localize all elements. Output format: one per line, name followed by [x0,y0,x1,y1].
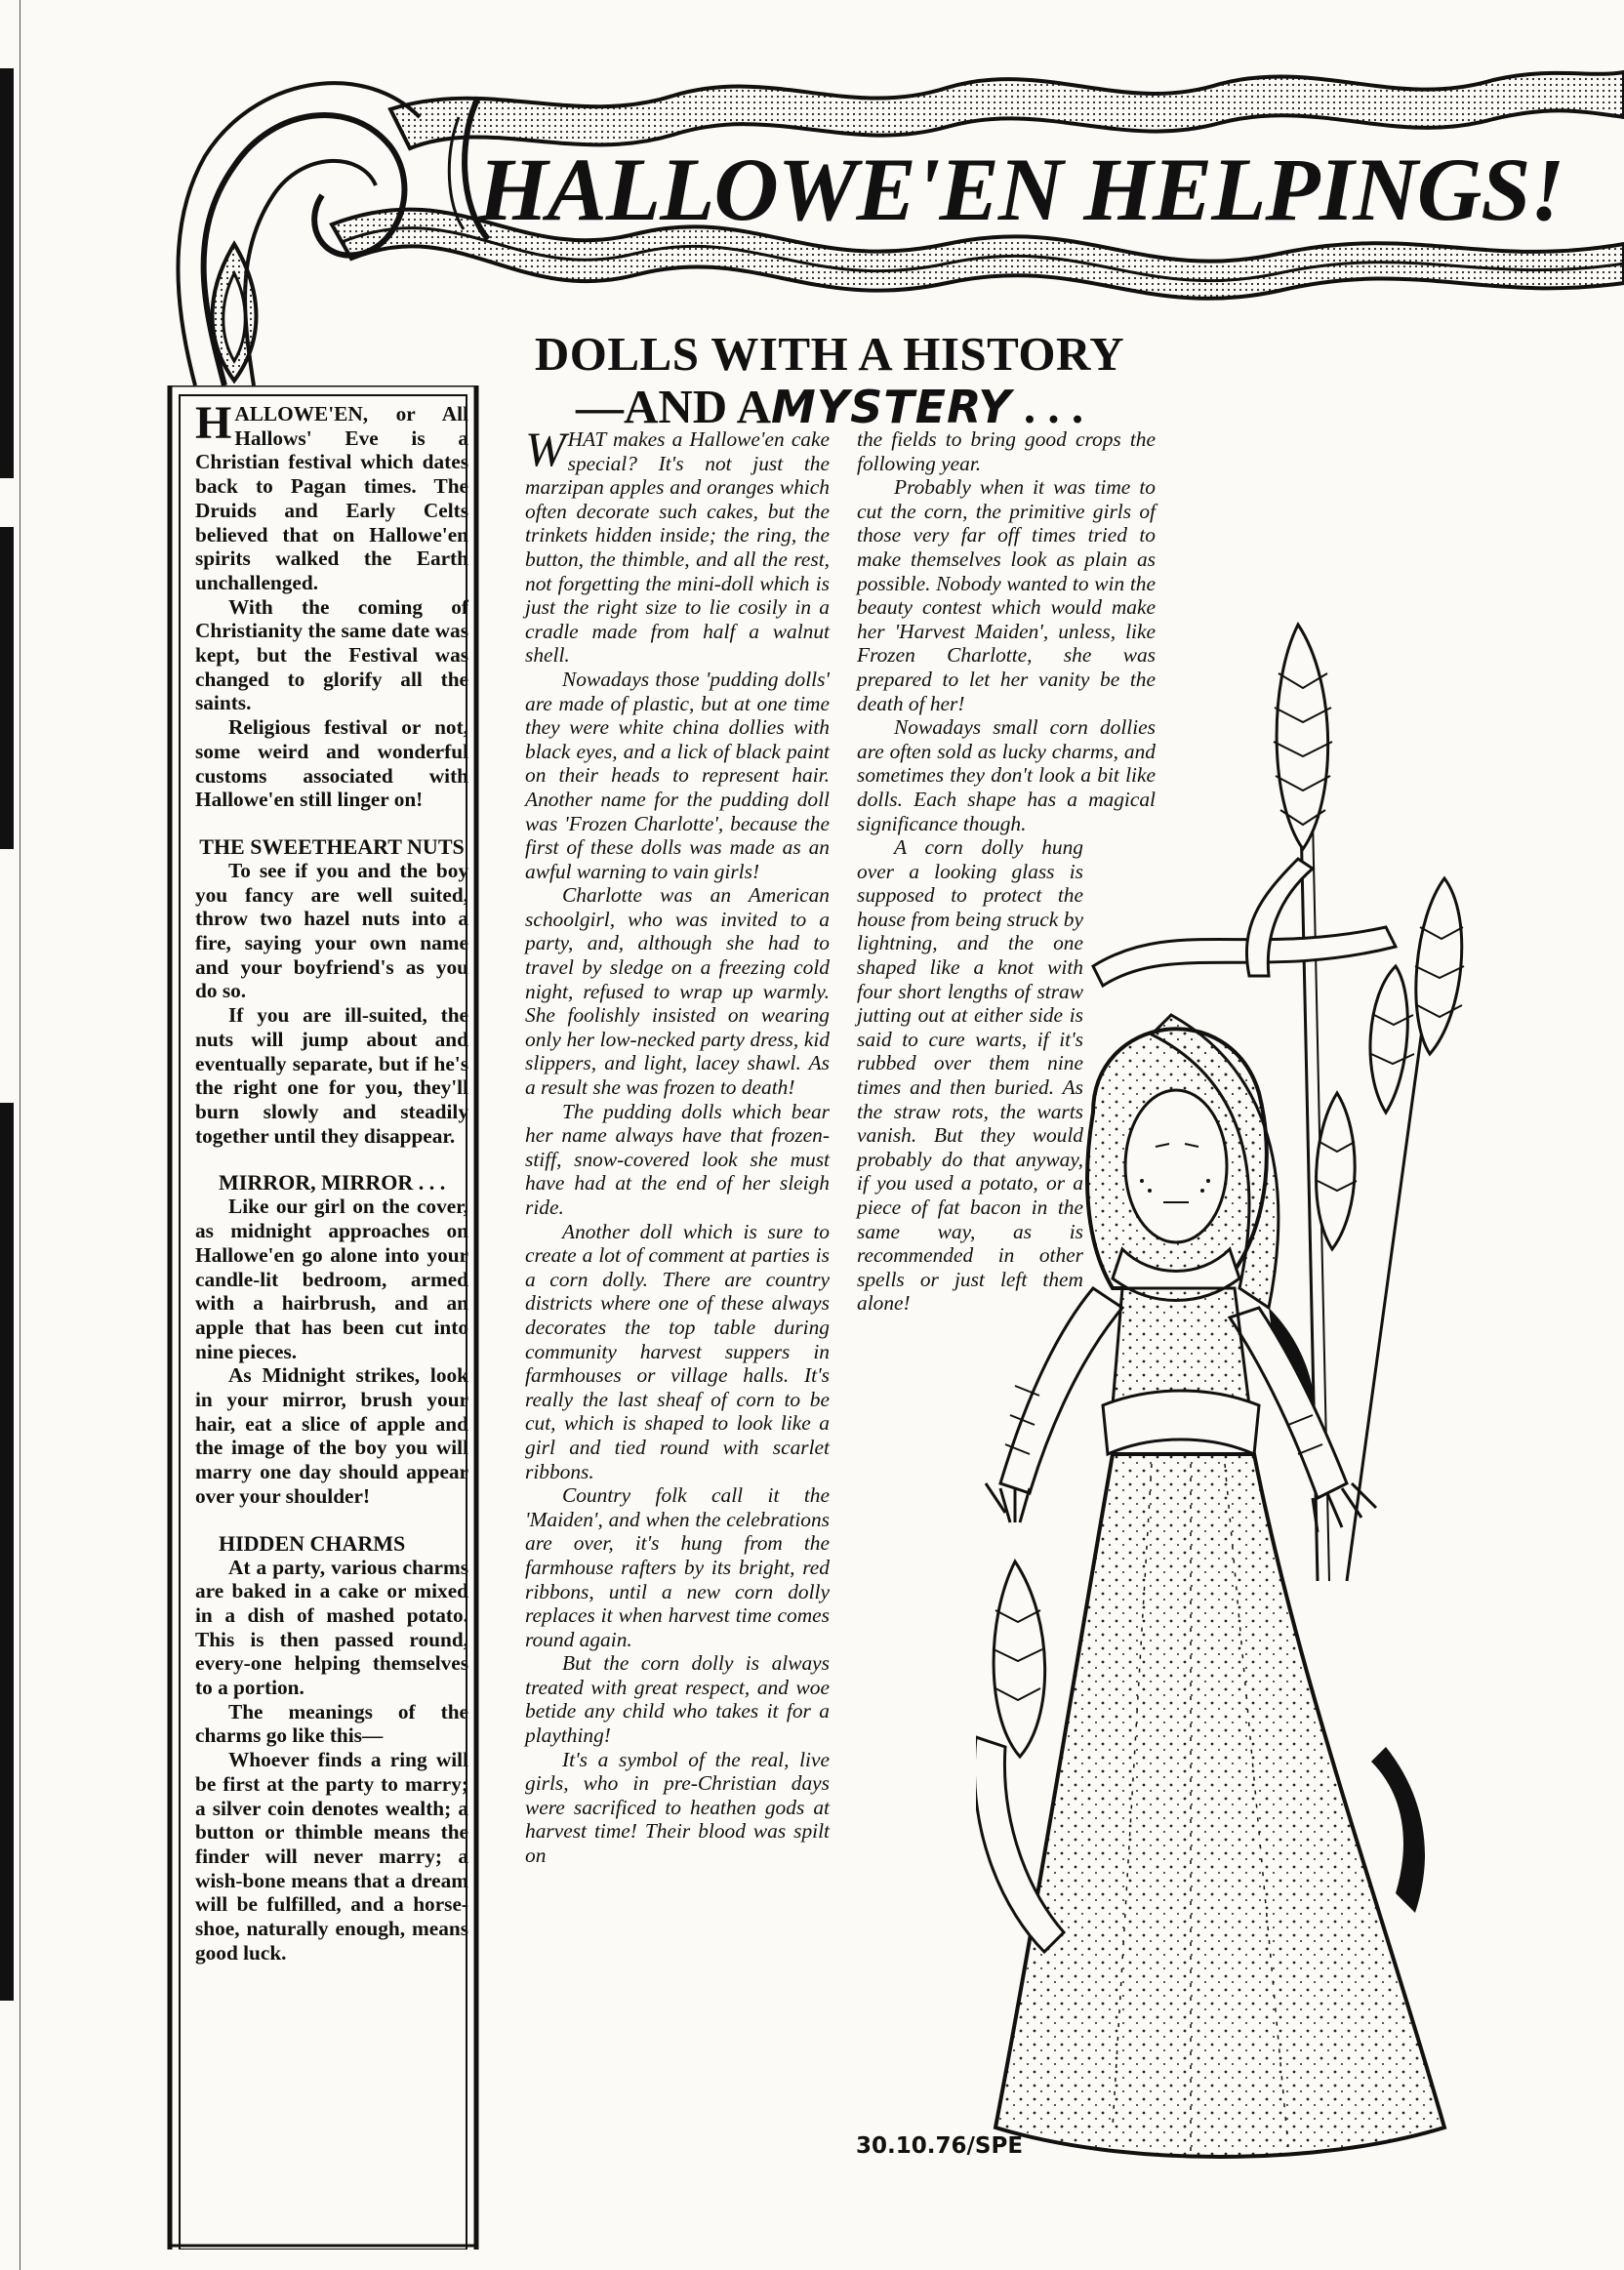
sidebar-paragraph: To see if you and the boy you fancy are well suited, throw two hazel nuts into a fire, saying your own name and your boyfriend's as you do so. [195,858,468,1003]
article-paragraph: A corn dolly hung over a looking glass is supposed to protect the house from being struck by lightning, and the one shaped like a knot with four short lengths of straw jutting out at either side is said to cure warts, if it's rubbed over them nine times and then buried. As the straw rots, the warts vanish. But they would probably do that anyway, if you used a potato, or a piece of fat bacon in the same way, as is recommended in other spells or just left them alone! [857,835,1083,1316]
sidebar-paragraph: If you are ill-suited, the nuts will jump about and eventually separate, but if he's the right one for you, they'll burn slowly and steadily together until they disappear. [195,1003,468,1148]
article-paragraph: WHAT makes a Hallowe'en cake special? It's not just the marzipan apples and oranges which often decorate such cakes, but the trinkets hidden inside; the ring, the button, the thimble, and all the rest, not forgetting the mini-doll which is just the right size to lie cosily in a cradle made from half a walnut shell. [525,422,830,668]
scan-edge-mark [0,68,14,478]
article-paragraph: But the corn dolly is always treated with great respect, and woe betide any child who takes it for a plaything! [525,1651,830,1748]
article-paragraph: the fields to bring good crops the following year. [857,427,1156,475]
sidebar-paragraph: Whoever finds a ring will be first at the party to marry; a silver coin denotes wealth; a button or thimble means the finder will never marry; a wish-bone means that a dream will be fulfilled, and a horse-shoe, naturally enough, means good luck. [195,1748,468,1965]
article-paragraph: The pudding dolls which bear her name always have that frozen-stiff, snow-covered look she must have had at the end of her sleigh ride. [525,1099,830,1219]
article-paragraph: It's a symbol of the real, live girls, who in pre-Christian days were sacrificed to heathen gods at harvest time! Their blood was spilt on [525,1747,830,1868]
sidebar-paragraph: At a party, various charms are baked in a cake or mixed in a dish of mashed potato. This is then passed round, every-one helping themselves to a portion. [195,1555,468,1700]
article-paragraph: Country folk call it the 'Maiden', and when the celebrations are over, it's hung from the farmhouse rafters by its bright, red ribbons, until a new corn dolly replaces it when harvest time comes round again. [525,1483,830,1651]
headline-line-1: DOLLS WITH A HISTORY [534,327,1125,381]
scan-edge-mark [0,1103,14,2001]
sidebar-paragraph: Like our girl on the cover, as midnight approaches on Hallowe'en go alone into your candle-lit bedroom, armed with a hairbrush, and an apple that has been cut into nine pieces. [195,1195,468,1363]
article-paragraph: Probably when it was time to cut the corn, the primitive girls of those very far off times tried to make themselves look as plain as possible. Nobody wanted to win the beauty contest which would make her 'Harvest Maiden', unless, like Frozen Charlotte, she was prepared to let her vanity be the death of her! [857,475,1156,715]
article-paragraph: Nowadays those 'pudding dolls' are made of plastic, but at one time they were white china dollies with black eyes, and a lick of black paint on their heads to represent hair. Another name for the pudding doll was 'Frozen Charlotte', because the first of these dolls was made as an awful warning to vain girls! [525,667,830,883]
sidebar-paragraph: With the coming of Christianity the same date was kept, but the Festival was changed to glorify all the saints. [195,594,468,715]
sidebar-paragraph: Religious festival or not, some weird and wonderful customs associated with Hallowe'en still linger on! [195,715,468,812]
corn-dolly-illustration [976,605,1522,2186]
section-heading-mirror: MIRROR, MIRROR . . . [219,1170,446,1196]
section-heading-sweetheart: THE SWEETHEART NUTS [199,833,465,859]
sidebar-paragraph: The meanings of the charms go like this— [195,1699,468,1748]
article-column-1 [525,422,830,1868]
headline-line-2: —AND AMYSTERY . . . [575,380,1084,433]
article-paragraph: Nowadays small corn dollies are often sold as lucky charms, and sometimes they don't look a bit like dolls. Each shape has a magical significance though. [857,715,1156,835]
article-paragraph: Charlotte was an American schoolgirl, who was invited to a party, and, although she had to travel by sledge on a freezing cold night, refused to wrap up warmly. She foolishly insisted on wearing only her low-necked party dress, kid slippers, and light, lacey shawl. As a result she was frozen to death! [525,883,830,1100]
scan-edge-mark [0,527,14,849]
issue-code: 30.10.76/SPE [856,2133,1024,2159]
sidebar-column [195,397,468,1965]
sidebar-paragraph: As Midnight strikes, look in your mirror, brush your hair, eat a slice of apple and the image of the boy you will marry one day should appear over your shoulder! [195,1363,468,1508]
section-heading-charms: HIDDEN CHARMS [219,1530,406,1556]
drop-cap: W [525,422,566,476]
headline-handwritten-word: MYSTERY [771,381,1012,433]
article-headline [508,328,1152,433]
sidebar-intro: HALLOWE'EN, or All Hallows' Eve is a Christian festival which dates back to Pagan times. The Druids and Early Celts believed that on Hallowe'en spirits walked the Earth unchallenged. [195,397,468,594]
drop-cap: H [195,397,232,449]
page-title: HALLOWE'EN HELPINGS! [478,140,1564,239]
article-paragraph: Another doll which is sure to create a lot of comment at parties is a corn dolly. There are country districts where one of these always decorates the top table during community harvest suppers in farmhouses or village halls. It's really the last sheaf of corn to be cut, which is shaped to look like a girl and tied round with scarlet ribbons. [525,1219,830,1483]
